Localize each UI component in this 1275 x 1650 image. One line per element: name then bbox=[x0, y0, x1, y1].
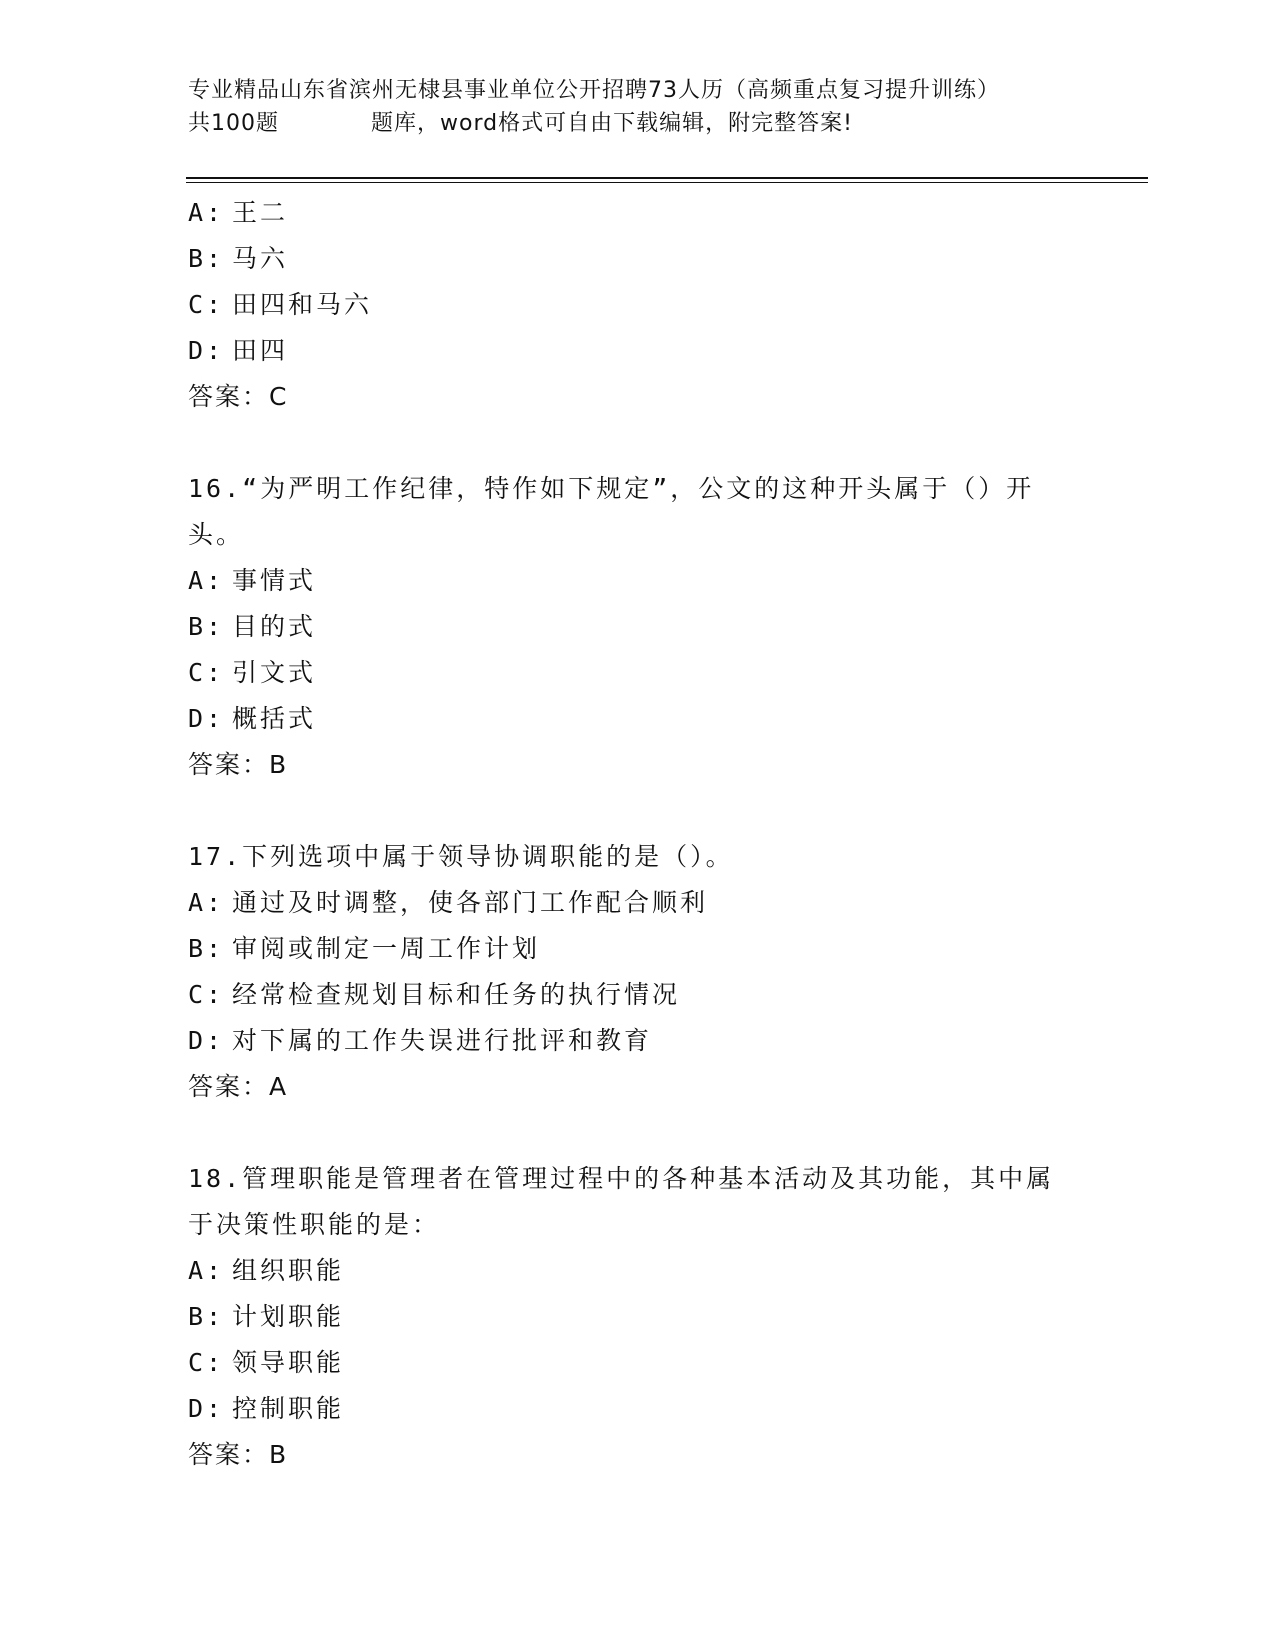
option-b: B: 马六 bbox=[188, 244, 289, 273]
option-a: A: 事情式 bbox=[188, 566, 317, 595]
question-17 bbox=[188, 834, 1088, 1110]
answer: 答案：A bbox=[188, 1072, 289, 1101]
option-c: C: 引文式 bbox=[188, 658, 317, 687]
header-subtitle-line bbox=[188, 107, 1148, 140]
option-d: D: 田四 bbox=[188, 336, 289, 365]
option-b: B: 计划职能 bbox=[188, 1302, 345, 1331]
option-c: C: 领导职能 bbox=[188, 1348, 345, 1377]
header-download-note: 题库，word格式可自由下载编辑，附完整答案! bbox=[371, 111, 853, 136]
question-text-cont: 于决策性职能的是： bbox=[188, 1210, 441, 1239]
option-a: A: 组织职能 bbox=[188, 1256, 345, 1285]
option-a: A: 王二 bbox=[188, 198, 289, 227]
document-header bbox=[188, 74, 1148, 140]
question-16 bbox=[188, 466, 1088, 788]
question-text: 16.“为严明工作纪律，特作如下规定”，公文的这种开头属于（）开 bbox=[188, 474, 1035, 503]
question-list bbox=[188, 190, 1088, 1478]
answer: 答案：C bbox=[188, 382, 289, 411]
header-question-count: 共100题 bbox=[188, 111, 279, 136]
question-18 bbox=[188, 1156, 1088, 1478]
question-15 bbox=[188, 190, 1088, 420]
question-text-cont: 头。 bbox=[188, 520, 245, 549]
header-rule-thick bbox=[186, 177, 1148, 179]
option-b: B: 审阅或制定一周工作计划 bbox=[188, 934, 541, 963]
header-title-line: 专业精品山东省滨州无棣县事业单位公开招聘73人历（高频重点复习提升训练） bbox=[188, 78, 1000, 103]
header-rule-thin bbox=[186, 182, 1148, 183]
answer: 答案：B bbox=[188, 750, 289, 779]
option-c: C: 经常检查规划目标和任务的执行情况 bbox=[188, 980, 681, 1009]
question-text: 17.下列选项中属于领导协调职能的是（）。 bbox=[188, 842, 734, 871]
option-c: C: 田四和马六 bbox=[188, 290, 373, 319]
option-b: B: 目的式 bbox=[188, 612, 317, 641]
option-a: A: 通过及时调整，使各部门工作配合顺利 bbox=[188, 888, 709, 917]
option-d: D: 控制职能 bbox=[188, 1394, 345, 1423]
answer: 答案：B bbox=[188, 1440, 289, 1469]
option-d: D: 概括式 bbox=[188, 704, 317, 733]
option-d: D: 对下属的工作失误进行批评和教育 bbox=[188, 1026, 653, 1055]
question-text: 18.管理职能是管理者在管理过程中的各种基本活动及其功能，其中属 bbox=[188, 1164, 1055, 1193]
